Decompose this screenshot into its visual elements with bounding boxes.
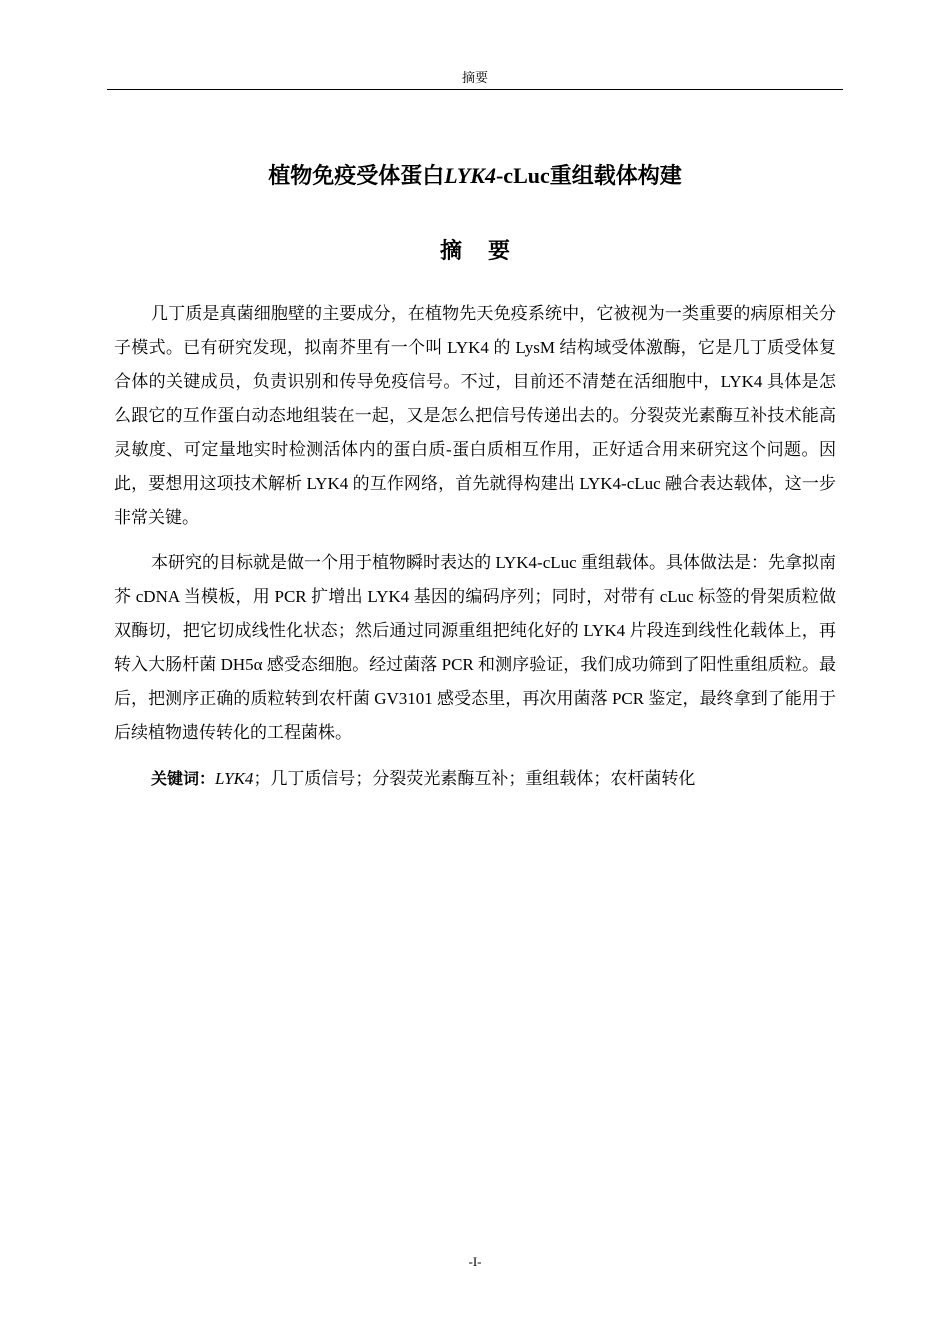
title-latin-suffix: -cLuc: [495, 163, 550, 188]
keywords-line: [114, 762, 836, 796]
title-gene-name: LYK4: [444, 163, 496, 188]
abstract-heading: 摘要: [439, 239, 536, 264]
title-suffix: 重组载体构建: [549, 164, 682, 189]
title-prefix: 植物免疫受体蛋白: [268, 164, 445, 189]
keywords-rest: 几丁质信号；分裂荧光素酶互补；重组载体；农杆菌转化: [270, 769, 696, 788]
document-title: [107, 158, 843, 195]
abstract-paragraph-1: 几丁质是真菌细胞壁的主要成分，在植物先天免疫系统中，它被视为一类重要的病原相关分子模式。已有研究发现，拟南芥里有一个叫 LYK4 的 LysM 结构域受体激酶，它是几丁质受体复合体的关键成员，负责识别和传导免疫信号。不过，目前还不清楚在活细胞中，LYK4 具体是怎么跟它的互作蛋白动态地组装在一起，又是怎么把信号传递出去的。分裂荧光素酶互补技术能高灵敏度、可定量地实时检测活体内的蛋白质-蛋白质相互作用，正好适合用来研究这个问题。因此，要想用这项技术解析 LYK4 的互作网络，首先就得构建出 LYK4-cLuc 融合表达载体，这一步非常关键。: [114, 304, 836, 527]
keyword-separator: ；: [253, 769, 271, 788]
running-header: 摘要: [461, 70, 488, 85]
page-number: -I-: [468, 1254, 482, 1269]
keyword-gene: LYK4: [215, 769, 254, 788]
header-rule: [107, 89, 843, 90]
abstract-paragraph-2: 本研究的目标就是做一个用于植物瞬时表达的 LYK4-cLuc 重组载体。具体做法是：先拿拟南芥 cDNA 当模板，用 PCR 扩增出 LYK4 基因的编码序列；同时，对带有 cLuc 标签的骨架质粒做双酶切，把它切成线性化状态；然后通过同源重组把纯化好的 LYK4 片段连到线性化载体上，再转入大肠杆菌 DH5α 感受态细胞。经过菌落 PCR 和测序验证，我们成功筛到了阳性重组质粒。最后，把测序正确的质粒转到农杆菌 GV3101 感受态里，再次用菌落 PCR 鉴定，最终拿到了能用于后续植物遗传转化的工程菌株。: [114, 553, 836, 742]
keywords-label: 关键词：: [151, 769, 216, 788]
